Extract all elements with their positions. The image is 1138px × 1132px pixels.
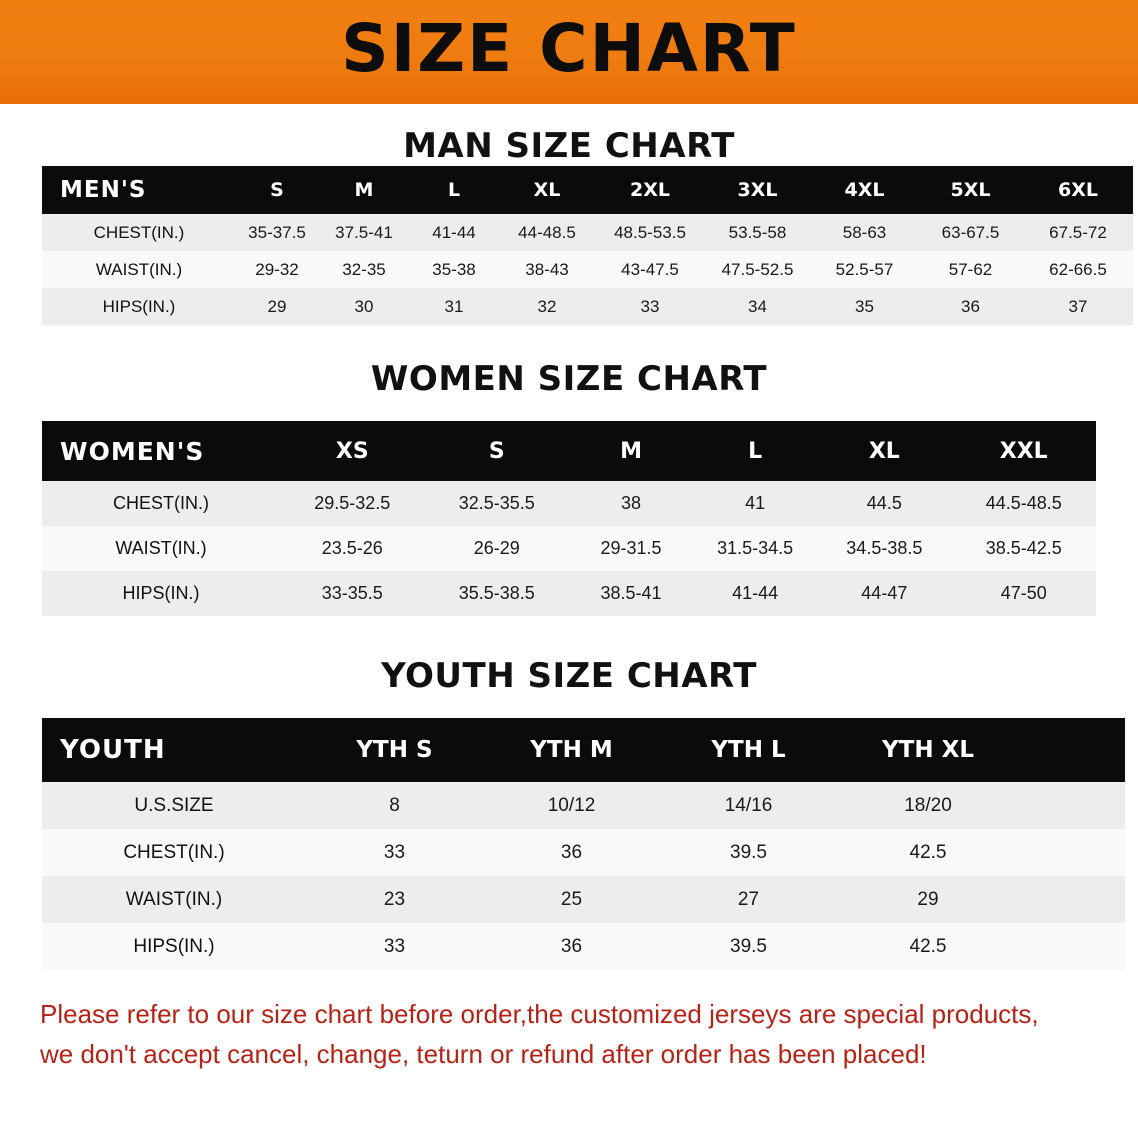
table-row bbox=[42, 481, 1096, 526]
table-cell: 23 bbox=[306, 876, 483, 923]
column-header: 4XL bbox=[811, 166, 918, 214]
column-header: 2XL bbox=[596, 166, 704, 214]
youth-table-wrapper bbox=[42, 718, 1096, 970]
youth-section-title: YOUTH SIZE CHART bbox=[381, 656, 757, 696]
row-label: CHEST(IN.) bbox=[42, 214, 236, 251]
table-cell: 36 bbox=[918, 288, 1023, 325]
column-header: YTH L bbox=[660, 718, 837, 782]
table-cell: 35 bbox=[811, 288, 918, 325]
table-cell: 57-62 bbox=[918, 251, 1023, 288]
table-cell: 14/16 bbox=[660, 782, 837, 829]
table-cell: 38.5-41 bbox=[569, 571, 693, 616]
table-cell: 41-44 bbox=[693, 571, 817, 616]
row-label: WAIST(IN.) bbox=[42, 876, 306, 923]
table-cell: 37 bbox=[1023, 288, 1133, 325]
column-header: XXL bbox=[951, 421, 1096, 481]
table-cell: 39.5 bbox=[660, 829, 837, 876]
column-header: M bbox=[318, 166, 410, 214]
women-table-wrapper bbox=[42, 421, 1096, 616]
table-row bbox=[42, 526, 1096, 571]
table-cell: 23.5-26 bbox=[280, 526, 424, 571]
column-header: XL bbox=[817, 421, 951, 481]
table-cell: 25 bbox=[483, 876, 660, 923]
man-section-title: MAN SIZE CHART bbox=[403, 126, 735, 166]
table-cell: 38.5-42.5 bbox=[951, 526, 1096, 571]
youth-size-table bbox=[42, 718, 1125, 970]
table-cell: 33 bbox=[306, 923, 483, 970]
table-cell: 32.5-35.5 bbox=[425, 481, 569, 526]
table-cell: 42.5 bbox=[837, 829, 1019, 876]
column-header: YTH XL bbox=[837, 718, 1019, 782]
table-cell: 44-47 bbox=[817, 571, 951, 616]
column-header: XL bbox=[498, 166, 596, 214]
table-cell: 63-67.5 bbox=[918, 214, 1023, 251]
table-cell: 39.5 bbox=[660, 923, 837, 970]
row-label: HIPS(IN.) bbox=[42, 288, 236, 325]
table-cell: 29-31.5 bbox=[569, 526, 693, 571]
table-row bbox=[42, 288, 1133, 325]
column-header: M bbox=[569, 421, 693, 481]
table-cell: 41 bbox=[693, 481, 817, 526]
table-cell: 67.5-72 bbox=[1023, 214, 1133, 251]
table-cell: 18/20 bbox=[837, 782, 1019, 829]
table-row bbox=[42, 571, 1096, 616]
table-cell: 35-38 bbox=[410, 251, 498, 288]
table-row bbox=[42, 923, 1125, 970]
column-header: YTH S bbox=[306, 718, 483, 782]
column-header: S bbox=[425, 421, 569, 481]
row-label: CHEST(IN.) bbox=[42, 481, 280, 526]
column-header: 3XL bbox=[704, 166, 811, 214]
table-cell: 37.5-41 bbox=[318, 214, 410, 251]
table-cell: 32 bbox=[498, 288, 596, 325]
table-cell: 62-66.5 bbox=[1023, 251, 1133, 288]
table-cell: 36 bbox=[483, 829, 660, 876]
table-cell-spacer bbox=[1019, 923, 1125, 970]
table-cell: 8 bbox=[306, 782, 483, 829]
column-header: MEN'S bbox=[42, 166, 236, 214]
column-header-spacer bbox=[1019, 718, 1125, 782]
column-header: 6XL bbox=[1023, 166, 1133, 214]
table-cell: 58-63 bbox=[811, 214, 918, 251]
table-cell: 32-35 bbox=[318, 251, 410, 288]
table-cell-spacer bbox=[1019, 829, 1125, 876]
table-row bbox=[42, 876, 1125, 923]
column-header: XS bbox=[280, 421, 424, 481]
table-cell-spacer bbox=[1019, 876, 1125, 923]
table-cell: 36 bbox=[483, 923, 660, 970]
table-cell: 43-47.5 bbox=[596, 251, 704, 288]
table-row bbox=[42, 251, 1133, 288]
table-cell: 29 bbox=[837, 876, 1019, 923]
women-section-title: WOMEN SIZE CHART bbox=[370, 359, 768, 399]
table-cell: 31 bbox=[410, 288, 498, 325]
table-header-row bbox=[42, 166, 1133, 214]
table-cell: 44-48.5 bbox=[498, 214, 596, 251]
table-cell: 29 bbox=[236, 288, 318, 325]
table-cell: 33 bbox=[596, 288, 704, 325]
row-label: WAIST(IN.) bbox=[42, 251, 236, 288]
column-header: L bbox=[410, 166, 498, 214]
row-label: U.S.SIZE bbox=[42, 782, 306, 829]
table-cell: 26-29 bbox=[425, 526, 569, 571]
row-label: HIPS(IN.) bbox=[42, 571, 280, 616]
header-banner bbox=[0, 0, 1138, 104]
table-cell: 30 bbox=[318, 288, 410, 325]
row-label: WAIST(IN.) bbox=[42, 526, 280, 571]
disclaimer-note bbox=[40, 994, 1098, 1075]
column-header: YOUTH bbox=[42, 718, 306, 782]
table-cell: 35.5-38.5 bbox=[425, 571, 569, 616]
table-cell: 34.5-38.5 bbox=[817, 526, 951, 571]
table-cell: 53.5-58 bbox=[704, 214, 811, 251]
page-title: SIZE CHART bbox=[341, 10, 797, 87]
table-cell: 44.5 bbox=[817, 481, 951, 526]
row-label: CHEST(IN.) bbox=[42, 829, 306, 876]
table-cell: 41-44 bbox=[410, 214, 498, 251]
column-header: YTH M bbox=[483, 718, 660, 782]
table-row bbox=[42, 829, 1125, 876]
disclaimer-line-2: we don't accept cancel, change, teturn or refund after order has been placed! bbox=[40, 1039, 927, 1070]
table-cell: 33 bbox=[306, 829, 483, 876]
table-cell: 47.5-52.5 bbox=[704, 251, 811, 288]
table-cell: 48.5-53.5 bbox=[596, 214, 704, 251]
man-size-table bbox=[42, 166, 1133, 325]
table-cell: 10/12 bbox=[483, 782, 660, 829]
table-row bbox=[42, 782, 1125, 829]
column-header: L bbox=[693, 421, 817, 481]
column-header: WOMEN'S bbox=[42, 421, 280, 481]
table-cell: 34 bbox=[704, 288, 811, 325]
table-cell: 42.5 bbox=[837, 923, 1019, 970]
table-cell-spacer bbox=[1019, 782, 1125, 829]
women-size-table bbox=[42, 421, 1096, 616]
table-cell: 47-50 bbox=[951, 571, 1096, 616]
disclaimer-line-1: Please refer to our size chart before order,the customized jerseys are special products, bbox=[40, 999, 1039, 1029]
table-cell: 38 bbox=[569, 481, 693, 526]
table-cell: 52.5-57 bbox=[811, 251, 918, 288]
row-label: HIPS(IN.) bbox=[42, 923, 306, 970]
table-header-row bbox=[42, 421, 1096, 481]
table-cell: 27 bbox=[660, 876, 837, 923]
table-cell: 29-32 bbox=[236, 251, 318, 288]
man-table-wrapper bbox=[42, 166, 1107, 325]
table-cell: 29.5-32.5 bbox=[280, 481, 424, 526]
table-cell: 31.5-34.5 bbox=[693, 526, 817, 571]
table-header-row bbox=[42, 718, 1125, 782]
column-header: 5XL bbox=[918, 166, 1023, 214]
table-cell: 38-43 bbox=[498, 251, 596, 288]
table-cell: 33-35.5 bbox=[280, 571, 424, 616]
table-cell: 44.5-48.5 bbox=[951, 481, 1096, 526]
column-header: S bbox=[236, 166, 318, 214]
table-row bbox=[42, 214, 1133, 251]
table-cell: 35-37.5 bbox=[236, 214, 318, 251]
